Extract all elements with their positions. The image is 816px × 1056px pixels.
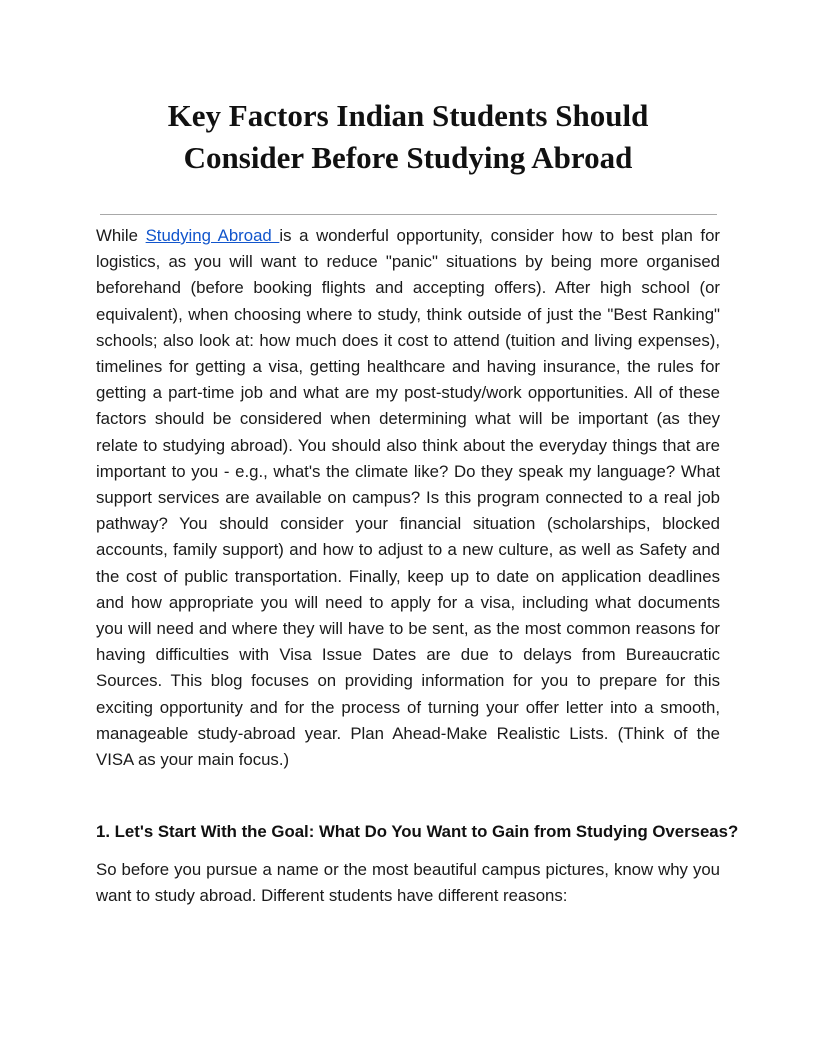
page-title [96, 95, 720, 179]
section-1-heading: 1. Let's Start With the Goal: What Do You Want to Gain from Studying Overseas? [96, 822, 739, 841]
page-title-line-2: Consider Before Studying Abroad [183, 140, 633, 175]
intro-body-text: is a wonderful opportunity, consider how to best plan for logistics, as you will want to reduce "panic" situations by being more organised beforehand (before booking flights and accepting offers). After high school (or equivalent), when choosing where to study, think outside of just the "Best Ranking" schools; also look at: how much does it cost to attend (tuition and living expenses), timelines for getting a visa, getting healthcare and having insurance, the rules for getting a part-time job and what are my post-study/work opportunities. All of these factors should be considered when determining what will be important (as they relate to studying abroad). You should also think about the everyday things that are important to you - e.g., what's the climate like? Do they speak my language? What support services are available on campus? Is this program connected to a real job pathway? You should consider your financial situation (scholarships, blocked accounts, family support) and how to adjust to a new culture, as well as Safety and the cost of public transportation. Finally, keep up to date on application deadlines and how appropriate you will need to apply for a visa, including what documents you will need and where they will have to be sent, as the most common reasons for having difficulties with Visa Issue Dates are due to delays from Bureaucratic Sources. This blog focuses on providing information for you to prepare for this exciting opportunity and for the process of turning your offer letter into a smooth, manageable study-abroad year. Plan Ahead-Make Realistic Lists. (Think of the VISA as your main focus.) [96, 226, 720, 770]
page-title-line-1: Key Factors Indian Students Should [167, 98, 649, 133]
intro-lead-text: While [96, 226, 146, 245]
intro-paragraph [96, 223, 720, 773]
horizontal-divider [100, 214, 717, 215]
studying-abroad-link[interactable]: Studying Abroad [145, 226, 280, 245]
section-1-paragraph: So before you pursue a name or the most beautiful campus pictures, know why you want to study abroad. Different students have different reasons: [96, 860, 720, 906]
